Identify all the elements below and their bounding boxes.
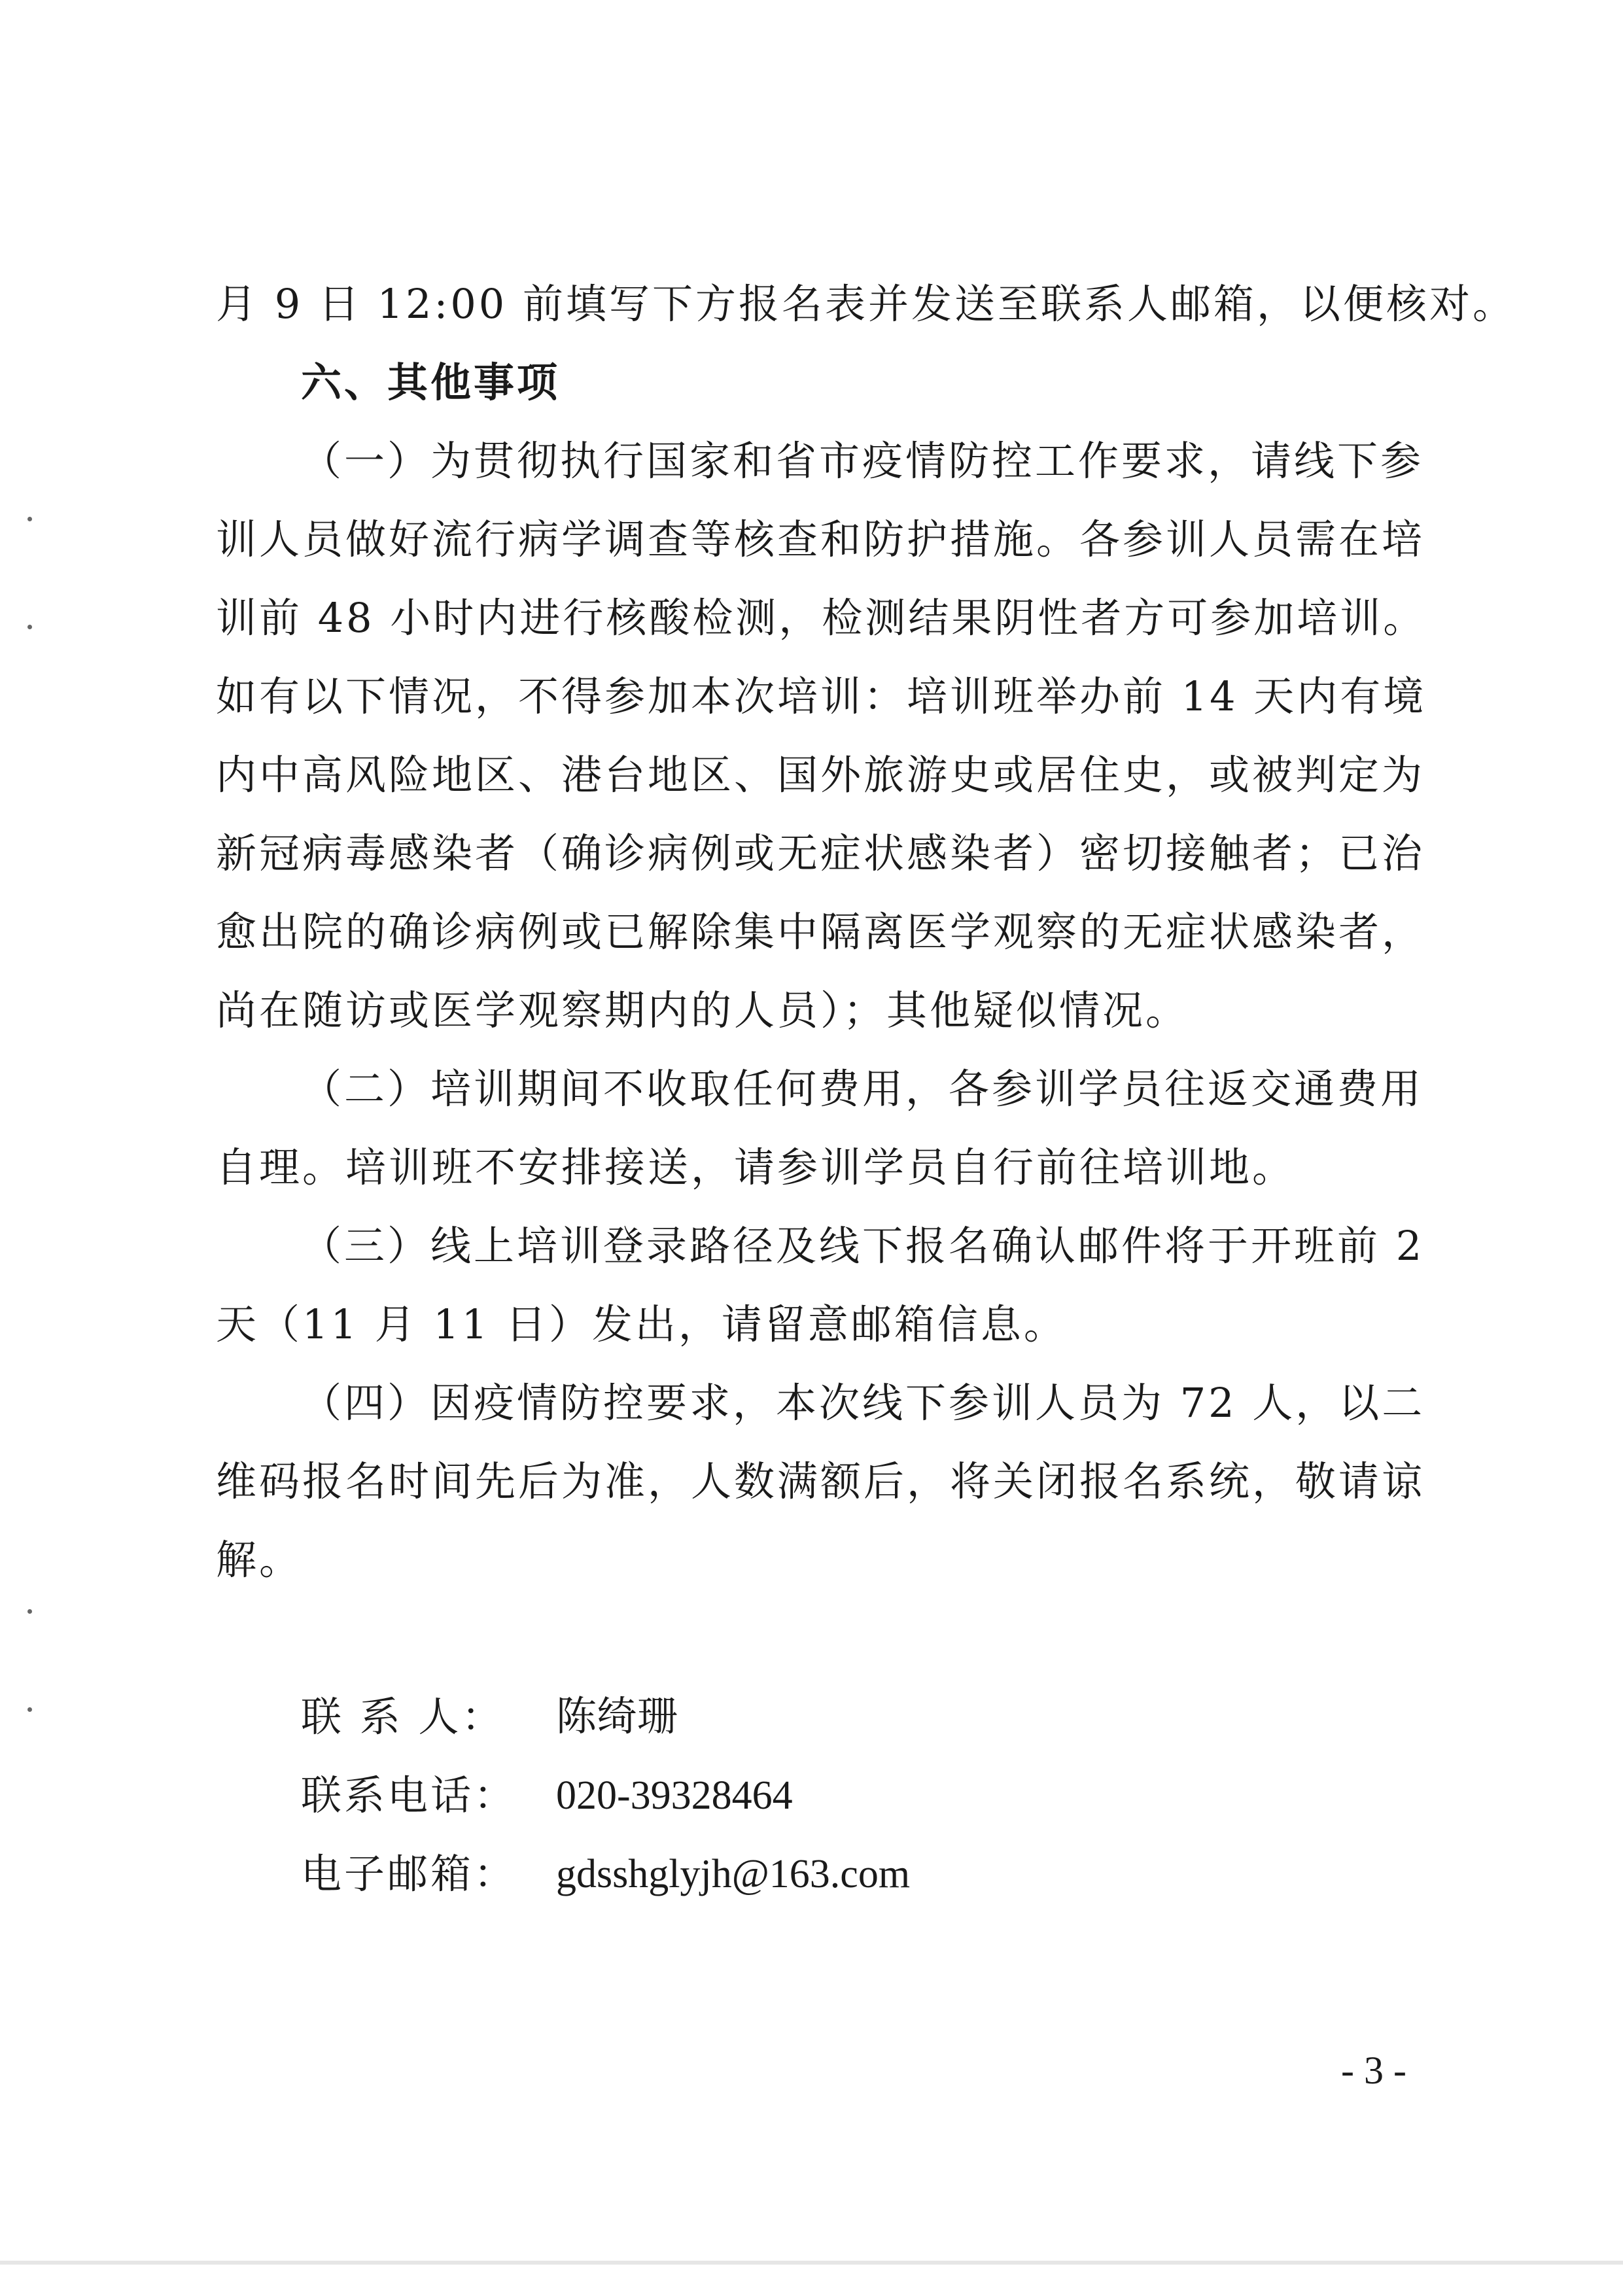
body-line: 月 9 日 12:00 前填写下方报名表并发送至联系人邮箱，以便核对。 [216, 280, 1516, 328]
scan-bottom-edge [0, 2261, 1623, 2265]
body-line: 新冠病毒感染者（确诊病例或无症状感染者）密切接触者；已治 [216, 829, 1425, 877]
scan-speck [27, 1707, 32, 1712]
contact-email-label: 电子邮箱： [301, 1850, 517, 1898]
page-number: - 3 - [1341, 2049, 1406, 2092]
body-line: 自理。培训班不安排接送，请参训学员自行前往培训地。 [216, 1143, 1296, 1191]
section-heading: 六、其他事项 [301, 358, 561, 406]
contact-phone-value: 020-39328464 [556, 1773, 793, 1818]
scan-speck [27, 1609, 32, 1614]
body-line: 愈出院的确诊病例或已解除集中隔离医学观察的无症状感染者， [216, 908, 1425, 956]
body-line: （四）因疫情防控要求，本次线下参训人员为 72 人，以二 [301, 1379, 1425, 1427]
body-line: 如有以下情况，不得参加本次培训：培训班举办前 14 天内有境 [216, 672, 1427, 720]
body-line: 维码报名时间先后为准，人数满额后，将关闭报名系统，敬请谅 [216, 1457, 1425, 1505]
body-line: （二）培训期间不收取任何费用，各参训学员往返交通费用 [301, 1065, 1424, 1113]
body-line: 训前 48 小时内进行核酸检测，检测结果阴性者方可参加培训。 [216, 594, 1427, 642]
body-line: （三）线上培训登录路径及线下报名确认邮件将于开班前 2 [301, 1222, 1425, 1270]
contact-email-value: gdsshglyjh@163.com [556, 1852, 911, 1896]
contact-person-value: 陈绮珊 [556, 1695, 678, 1739]
body-line: （一）为贯彻执行国家和省市疫情防控工作要求，请线下参 [301, 437, 1424, 485]
body-line: 解。 [216, 1536, 303, 1584]
contact-phone-label: 联系电话： [301, 1771, 517, 1819]
body-line: 训人员做好流行病学调查等核查和防护措施。各参训人员需在培 [216, 515, 1425, 563]
scan-speck [27, 625, 32, 629]
body-line: 尚在随访或医学观察期内的人员）；其他疑似情况。 [216, 986, 1189, 1034]
body-line: 天（11 月 11 日）发出，请留意邮箱信息。 [216, 1300, 1067, 1348]
body-line: 内中高风险地区、港台地区、国外旅游史或居住史，或被判定为 [216, 751, 1425, 799]
scan-speck [27, 517, 32, 521]
contact-person-label: 联 系 人： [301, 1693, 505, 1741]
